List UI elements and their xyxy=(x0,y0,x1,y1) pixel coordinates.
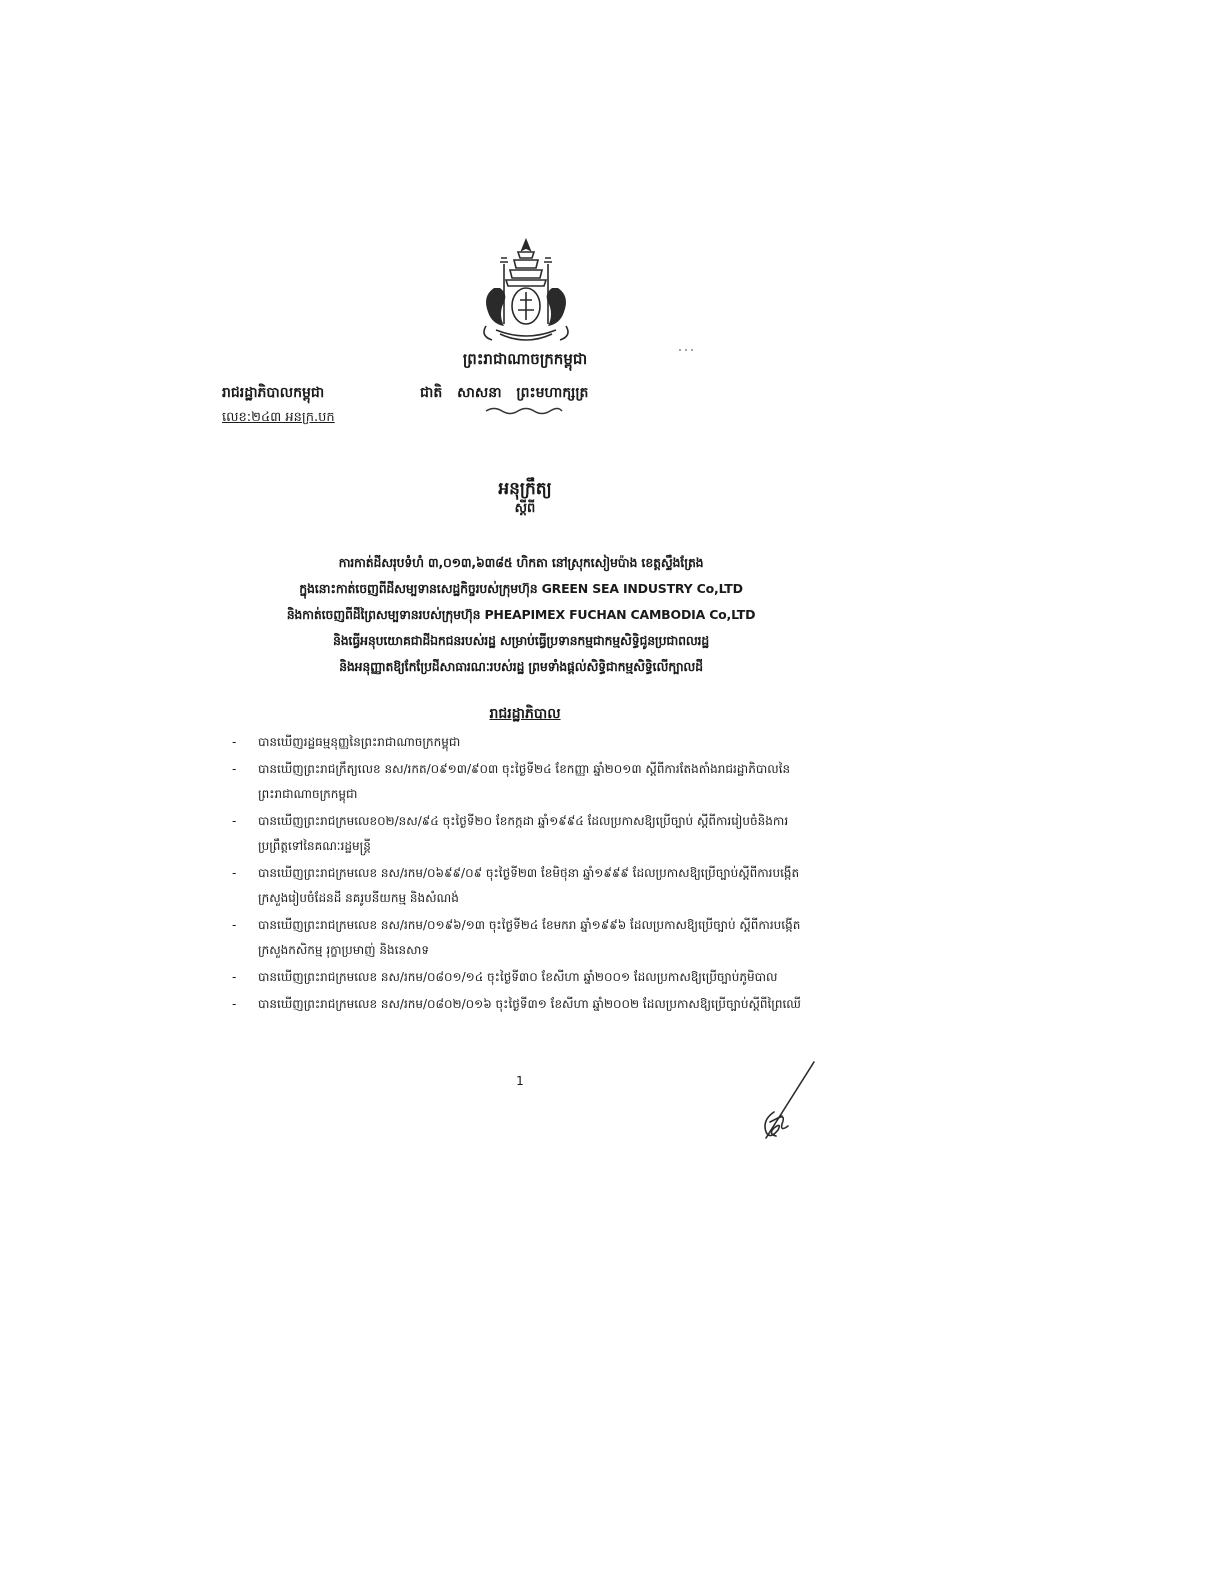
clause-text: បានឃើញរដ្ឋធម្មនុញ្ញនៃព្រះរាជាណាចក្រកម្ពុជា xyxy=(258,735,461,749)
subject-line: និងអនុញ្ញាតឱ្យកែប្រែដីសាធារណៈរបស់រដ្ឋ ព្រមទាំងផ្តល់សិទ្ធិជាកម្មសិទ្ធិលើក្បាលដី xyxy=(339,659,703,674)
list-item xyxy=(232,809,812,859)
preamble-heading: រាជរដ្ឋាភិបាល xyxy=(489,706,561,722)
bullet-dash-icon: - xyxy=(232,970,237,984)
subject-line: និងធ្វើអនុបយោគជាដីឯកជនរបស់រដ្ឋ សម្រាប់ធ្វើប្រទានកម្មជាកម្មសិទ្ធិជូនប្រជាពលរដ្ឋ xyxy=(332,633,710,648)
subject-line: ក្នុងនោះកាត់ចេញពីដីសម្បទានសេដ្ឋកិច្ចរបស់ក្រុមហ៊ុន GREEN SEA INDUSTRY Co,LTD xyxy=(299,581,743,596)
list-item xyxy=(232,861,812,911)
clause-text: បានឃើញព្រះរាជក្រមលេខ០២/នស/៩៤ ចុះថ្ងៃទី២០ ខែកក្កដា ឆ្នាំ១៩៩៤ ដែលប្រកាសឱ្យប្រើច្បាប់ ស្តីពីការរៀបចំនិងការប្រព្រឹត្តទៅនៃគណៈរដ្ឋមន្ត្រី xyxy=(258,814,789,853)
bullet-dash-icon: - xyxy=(232,735,237,749)
document-subject xyxy=(226,550,816,680)
document-title: អនុក្រឹត្យ xyxy=(498,479,552,499)
ornament-divider-icon xyxy=(484,406,564,416)
clause-text: បានឃើញព្រះរាជក្រមលេខ នស/រកម/០៨០១/១៤ ចុះថ្ងៃទី៣០ ខែសីហា ឆ្នាំ២០០១ ដែលប្រកាសឱ្យប្រើច្បាប់ភូមិបាល xyxy=(258,970,778,984)
signature-mark-icon xyxy=(752,1058,822,1144)
subject-line: និងកាត់ចេញពីដីព្រៃសម្បទានរបស់ក្រុមហ៊ុន PHEAPIMEX FUCHAN CAMBODIA Co,LTD xyxy=(286,607,756,622)
bullet-dash-icon: - xyxy=(232,814,237,828)
subject-line: ការកាត់ដីសរុបទំហំ ៣,០១៣,៦៣៨៥ ហិកតា នៅស្រុកសៀមប៉ាង ខេត្តស្ទឹងត្រែង xyxy=(338,555,704,570)
bullet-dash-icon: - xyxy=(232,762,237,776)
royal-coat-of-arms-icon xyxy=(474,236,578,348)
clause-text: បានឃើញព្រះរាជក្រមលេខ នស/រកម/០៦៩៩/០៩ ចុះថ្ងៃទី២៣ ខែមិថុនា ឆ្នាំ១៩៩៩ ដែលប្រកាសឱ្យប្រើច្បាប់ស្តីពីការបង្កើតក្រសួងរៀបចំដែនដី នគរូបនីយកម្ម និងសំណង់ xyxy=(258,866,800,905)
list-item xyxy=(232,992,812,1017)
list-item xyxy=(232,730,812,755)
reference-number: លេខ:២៤៣ អនក្រ.បក xyxy=(222,410,335,425)
clause-text: បានឃើញព្រះរាជក្រមលេខ នស/រកម/០១៩៦/១៣ ចុះថ្ងៃទី២៤ ខែមករា ឆ្នាំ១៩៩៦ ដែលប្រកាសឱ្យប្រើច្បាប់ ស្តីពីការបង្កើតក្រសួងកសិកម្ម រុក្ខាប្រមាញ់ និងនេសាទ xyxy=(258,918,801,957)
clause-text: បានឃើញព្រះរាជក្រមលេខ នស/រកម/០៨០២/០១៦ ចុះថ្ងៃទី៣១ ខែសីហា ឆ្នាំ២០០២ ដែលប្រកាសឱ្យប្រើច្បាប់ស្តីពីព្រៃឈើ xyxy=(258,997,801,1011)
list-item xyxy=(232,913,812,963)
preamble-clause-list xyxy=(232,730,812,1019)
list-item xyxy=(232,757,812,807)
document-subtitle: ស្តីពី xyxy=(514,501,536,516)
issuing-government: រាជរដ្ឋាភិបាលកម្ពុជា xyxy=(222,385,325,401)
bullet-dash-icon: - xyxy=(232,918,237,932)
page-number: 1 xyxy=(516,1074,524,1088)
national-motto: ជាតិ សាសនា ព្រះមហាក្សត្រ xyxy=(420,385,589,401)
kingdom-name: ព្រះរាជាណាចក្រកម្ពុជា xyxy=(462,350,588,368)
clause-text: បានឃើញព្រះរាជក្រឹត្យលេខ នស/រកត/០៩១៣/៩០៣ ចុះថ្ងៃទី២៤ ខែកញ្ញា ឆ្នាំ២០១៣ ស្តីពីការតែងតាំងរាជរដ្ឋាភិបាលនៃព្រះរាជាណាចក្រកម្ពុជា xyxy=(258,762,791,801)
bullet-dash-icon: - xyxy=(232,866,237,880)
scan-speck-icon xyxy=(678,348,694,352)
bullet-dash-icon: - xyxy=(232,997,237,1011)
list-item xyxy=(232,965,812,990)
